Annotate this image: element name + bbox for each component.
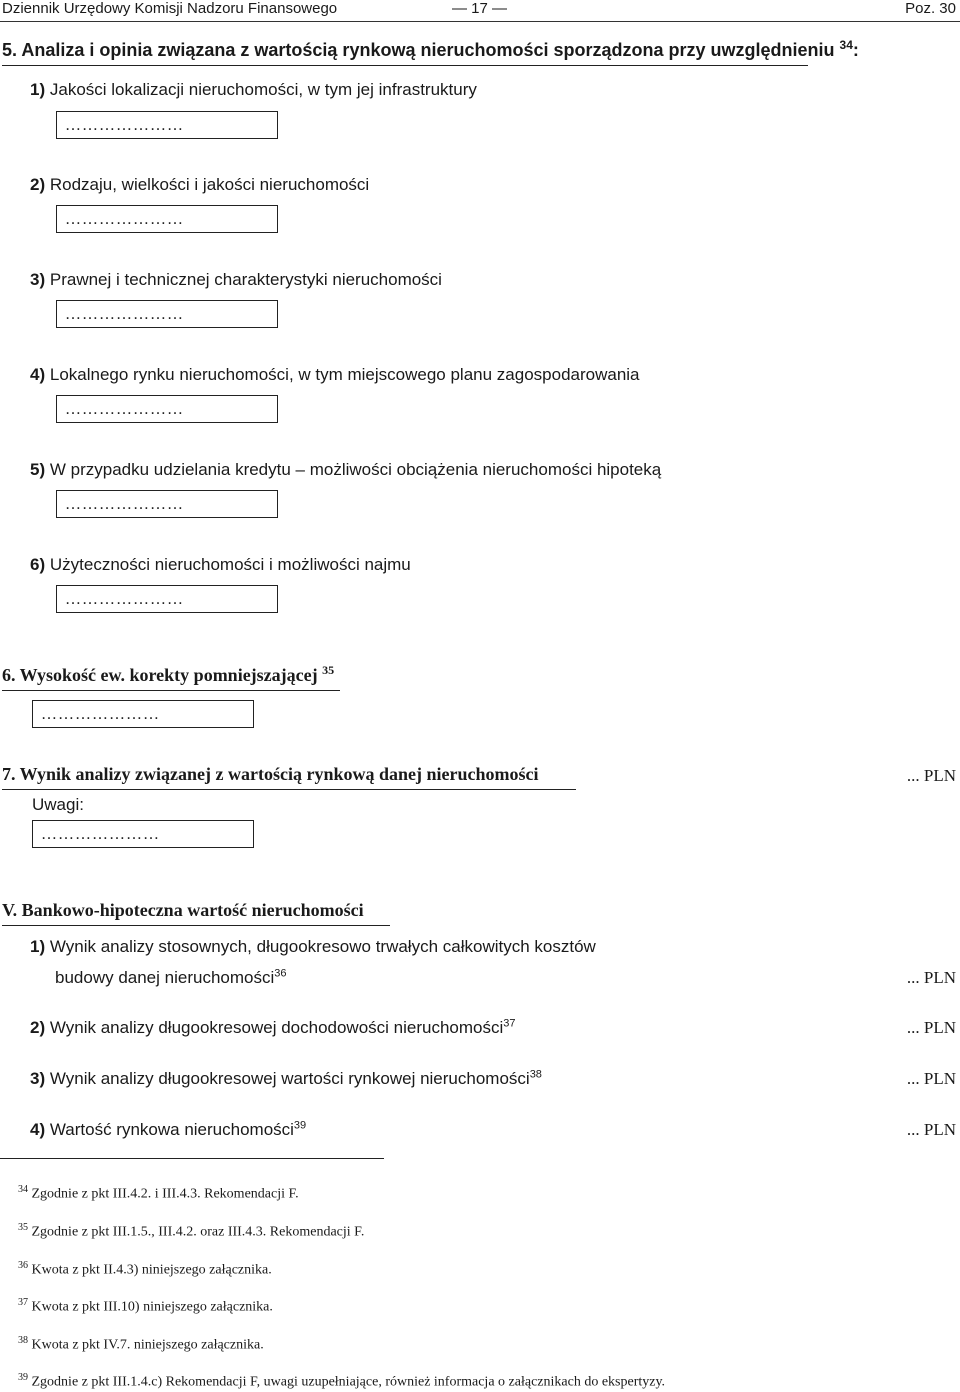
v-item-3 bbox=[30, 1069, 542, 1089]
section-6-title bbox=[2, 665, 334, 686]
footnote-39-text: Zgodnie z pkt III.1.4.c) Rekomendacji F, uwagi uzupełniające, również informacja o załącznikach do ekspertyzy. bbox=[31, 1374, 666, 1390]
header-divider bbox=[0, 21, 960, 22]
section-6-footnote-ref: 35 bbox=[322, 663, 335, 677]
footnote-divider bbox=[0, 1158, 384, 1159]
item-6-number: 6) bbox=[30, 555, 46, 574]
item-2-label: Rodzaju, wielkości i jakości nieruchomości bbox=[49, 175, 370, 194]
footnote-36 bbox=[18, 1260, 272, 1279]
item-3-number: 3) bbox=[30, 270, 46, 289]
item-1 bbox=[30, 80, 477, 100]
footnote-38-number: 38 bbox=[18, 1335, 28, 1346]
section-v-underline bbox=[2, 925, 390, 926]
item-2 bbox=[30, 175, 369, 195]
section-7-underline bbox=[2, 789, 576, 790]
item-3-input-box[interactable]: ………………… bbox=[56, 300, 278, 328]
item-4 bbox=[30, 365, 640, 385]
footnote-37 bbox=[18, 1297, 273, 1316]
footnote-36-number: 36 bbox=[18, 1260, 28, 1271]
item-3 bbox=[30, 270, 442, 290]
section-5-title-text: 5. Analiza i opinia związana z wartością rynkową nieruchomości sporządzona przy uwzględnieniu bbox=[2, 40, 835, 60]
v-item-2-footnote-ref: 37 bbox=[503, 1017, 516, 1030]
v-item-2-number: 2) bbox=[30, 1018, 46, 1037]
v-item-1-line1 bbox=[30, 937, 596, 957]
v-item-3-number: 3) bbox=[30, 1069, 46, 1088]
section-v-title: V. Bankowo-hipoteczna wartość nieruchomości bbox=[2, 900, 364, 920]
v-item-4 bbox=[30, 1120, 306, 1140]
item-5-input-box[interactable]: ………………… bbox=[56, 490, 278, 518]
section-6-title-text: 6. Wysokość ew. korekty pomniejszającej bbox=[2, 665, 318, 685]
section-6-input-box[interactable]: ………………… bbox=[32, 700, 254, 728]
footnote-38-text: Kwota z pkt IV.7. niniejszego załącznika. bbox=[31, 1337, 264, 1353]
item-4-input-box[interactable]: ………………… bbox=[56, 395, 278, 423]
footnote-34 bbox=[18, 1184, 299, 1203]
footnote-34-number: 34 bbox=[18, 1184, 28, 1195]
item-1-label: Jakości lokalizacji nieruchomości, w tym jej infrastruktury bbox=[49, 80, 477, 99]
item-4-label: Lokalnego rynku nieruchomości, w tym miejscowego planu zagospodarowania bbox=[49, 365, 640, 384]
footnote-35-number: 35 bbox=[18, 1222, 28, 1233]
v-item-4-value: ... PLN bbox=[906, 1120, 956, 1139]
v-item-4-label: Wartość rynkowa nieruchomości bbox=[49, 1120, 294, 1139]
v-item-3-value: ... PLN bbox=[906, 1069, 956, 1088]
section-5-footnote-ref: 34 bbox=[839, 38, 853, 52]
section-6-underline bbox=[2, 690, 340, 691]
footnote-39-number: 39 bbox=[18, 1372, 28, 1383]
item-5-number: 5) bbox=[30, 460, 46, 479]
v-item-1-line2 bbox=[55, 968, 287, 988]
v-item-1-label-line1: Wynik analizy stosownych, długookresowo trwałych całkowitych kosztów bbox=[49, 937, 596, 956]
item-5-label: W przypadku udzielania kredytu – możliwości obciążenia nieruchomości hipoteką bbox=[49, 460, 662, 479]
item-5 bbox=[30, 460, 661, 480]
footnote-35 bbox=[18, 1222, 364, 1241]
footnote-35-text: Zgodnie z pkt III.1.5., III.4.2. oraz III.4.3. Rekomendacji F. bbox=[31, 1224, 365, 1240]
footnote-37-number: 37 bbox=[18, 1297, 28, 1308]
section-7-notes-box[interactable]: ………………… bbox=[32, 820, 254, 848]
section-5-title bbox=[2, 40, 859, 61]
item-2-input-box[interactable]: ………………… bbox=[56, 205, 278, 233]
item-6-input-box[interactable]: ………………… bbox=[56, 585, 278, 613]
footnote-36-text: Kwota z pkt II.4.3) niniejszego załącznika. bbox=[31, 1262, 272, 1278]
section-5-underline bbox=[2, 65, 808, 66]
v-item-1-footnote-ref: 36 bbox=[274, 967, 287, 980]
item-1-number: 1) bbox=[30, 80, 46, 99]
item-4-number: 4) bbox=[30, 365, 46, 384]
position-number: Poz. 30 bbox=[905, 0, 956, 17]
v-item-2-value: ... PLN bbox=[906, 1018, 956, 1037]
v-item-4-number: 4) bbox=[30, 1120, 46, 1139]
v-item-1-number: 1) bbox=[30, 937, 46, 956]
v-item-3-footnote-ref: 38 bbox=[529, 1068, 542, 1081]
page-number: — 17 — bbox=[452, 0, 508, 17]
item-2-number: 2) bbox=[30, 175, 46, 194]
section-7-title: 7. Wynik analizy związanej z wartością rynkową danej nieruchomości bbox=[2, 764, 539, 784]
journal-title: Dziennik Urzędowy Komisji Nadzoru Finansowego bbox=[2, 0, 338, 17]
item-6 bbox=[30, 555, 411, 575]
v-item-4-footnote-ref: 39 bbox=[293, 1119, 307, 1132]
item-3-label: Prawnej i technicznej charakterystyki nieruchomości bbox=[49, 270, 442, 289]
v-item-3-label: Wynik analizy długookresowej wartości rynkowej nieruchomości bbox=[49, 1069, 530, 1088]
section-7-notes-label: Uwagi: bbox=[32, 795, 84, 814]
footnote-39 bbox=[18, 1372, 665, 1391]
section-5-colon: : bbox=[852, 40, 859, 60]
section-7-value: ... PLN bbox=[906, 766, 956, 785]
v-item-1-value: ... PLN bbox=[906, 968, 956, 987]
item-1-input-box[interactable]: ………………… bbox=[56, 111, 278, 139]
item-6-label: Użyteczności nieruchomości i możliwości najmu bbox=[49, 555, 411, 574]
v-item-1-label-line2: budowy danej nieruchomości bbox=[55, 968, 275, 987]
v-item-2 bbox=[30, 1018, 516, 1038]
footnote-34-text: Zgodnie z pkt III.4.2. i III.4.3. Rekomendacji F. bbox=[31, 1186, 299, 1202]
v-item-2-label: Wynik analizy długookresowej dochodowości nieruchomości bbox=[49, 1018, 504, 1037]
footnote-37-text: Kwota z pkt III.10) niniejszego załącznika. bbox=[31, 1299, 273, 1315]
footnote-38 bbox=[18, 1335, 264, 1354]
